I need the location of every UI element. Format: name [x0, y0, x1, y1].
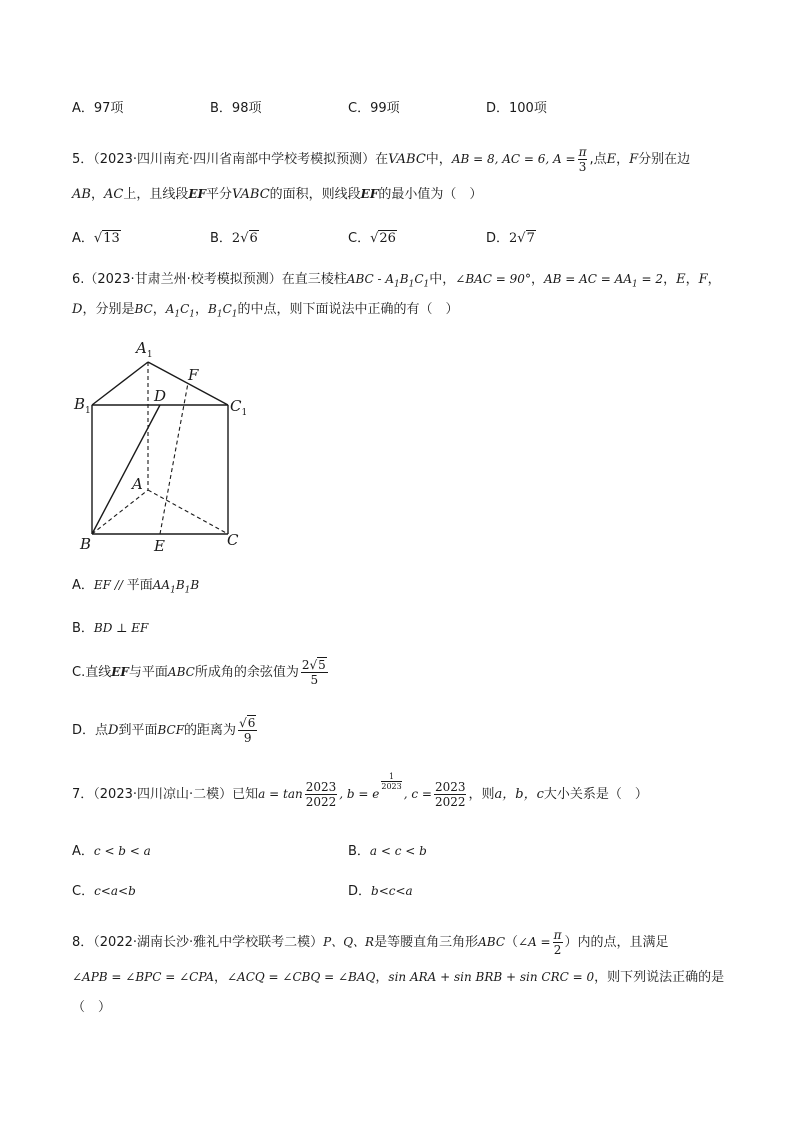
q6-text: ， — [663, 272, 677, 287]
q6-seg-a1c1: $A_1C_1$ — [165, 302, 196, 320]
option-math: BCF — [157, 723, 185, 737]
q6-text: ， — [152, 302, 166, 317]
q5-triangle: VABC — [388, 152, 426, 167]
segment-bd — [92, 405, 160, 534]
option-label: C． — [72, 884, 95, 899]
option-label: B． — [210, 231, 232, 246]
q8-line1 — [72, 928, 669, 957]
option-math: D — [108, 723, 119, 738]
q8-text: 是等腰直角三角形 — [374, 935, 479, 950]
q7-b-eq: , b = e — [339, 787, 380, 801]
q6-text: ， — [707, 272, 721, 287]
q5-side-ab: AB — [72, 187, 91, 202]
option-text: 的距离为 — [184, 723, 237, 738]
q6-option-c — [72, 658, 330, 687]
q5-text: 在 — [375, 152, 389, 167]
label-a: A — [132, 475, 143, 493]
option-math: c<a<b — [94, 884, 136, 898]
q7-text: 大小关系是（ ） — [543, 787, 648, 802]
q5-triangle: VABC — [232, 187, 270, 202]
q6-source: （2023·甘肃兰州·校考模拟预测） — [84, 272, 282, 287]
q7-a-eq: a = tan — [258, 787, 303, 801]
label-b1: $B_1$ — [74, 395, 91, 416]
option-label: C. — [72, 665, 86, 680]
label-d: D — [154, 387, 167, 405]
option-math: c < b < a — [93, 844, 151, 858]
q6-option-b — [72, 617, 148, 636]
q6-point-f: F — [698, 272, 708, 287]
q6-seg-bc: BC — [134, 302, 153, 316]
q5-text: 中， — [425, 152, 452, 167]
q5-source: （2023·四川南充·四川省南部中学校考模拟预测） — [93, 152, 376, 167]
q7-frac-c: $\frac{2023}{2022}$ — [434, 780, 466, 809]
option-label: A． — [72, 231, 94, 246]
q5-side-ac: AC — [103, 187, 124, 202]
q5-option-c — [348, 227, 397, 246]
q5-option-d — [486, 227, 536, 246]
q5-text: 平分 — [206, 187, 233, 202]
q6-point-d: D — [72, 302, 83, 317]
q5-angle-fraction: $\frac{\pi}{3}$ — [578, 145, 587, 174]
q4-option-a: A．97项 — [72, 101, 124, 116]
q7-text: 已知 — [232, 787, 259, 802]
q6-text: 中， — [429, 272, 456, 287]
q8-angles-p: ∠APB = ∠BPC = ∠CPA — [72, 970, 214, 984]
q7-option-d — [348, 880, 413, 899]
q7-exponent: $\frac{1}{2023}$ — [381, 772, 402, 791]
q7-option-c — [72, 880, 136, 899]
q6-lengths: AB = AC = $AA_1 = 2$ — [543, 272, 664, 290]
option-math: ABC — [167, 665, 195, 679]
label-e: E — [154, 537, 165, 555]
q8-number: 8． — [72, 935, 94, 950]
q8-source: （2022·湖南长沙·雅礼中学校联考二模） — [93, 935, 324, 950]
q8-line3: （ ） — [72, 1000, 112, 1015]
label-b: B — [80, 535, 92, 553]
q8-points: P、Q、R — [323, 935, 375, 949]
q5-segment-ef: EF — [188, 187, 206, 201]
q5-number: 5． — [72, 152, 94, 167]
fraction-sqrt6-over-9: $\frac{√6}{9}$ — [239, 716, 256, 745]
q6-text: 在直三棱柱 — [281, 272, 347, 287]
q6-angle: ∠BAC = 90° — [455, 272, 531, 286]
sqrt-26: √26 — [370, 231, 396, 246]
option-label: D． — [348, 884, 372, 899]
option-math: b<c<a — [371, 884, 413, 898]
q6-point-e: E — [676, 272, 686, 287]
option-text: 点 — [95, 723, 109, 738]
option-label: A． — [72, 578, 94, 593]
q5-text: 的面积，则线段 — [269, 187, 361, 202]
q5-text: ， — [616, 152, 630, 167]
edge-ac-hidden — [148, 490, 228, 534]
q8-vector-eq: sin ARA + sin BRB + sin CRC = 0 — [388, 970, 595, 984]
q7-option-a — [72, 840, 151, 859]
q7-frac-2023-2022: $\frac{2023}{2022}$ — [305, 780, 337, 809]
option-label: D． — [486, 231, 510, 246]
plane-aa1b1b: $AA_1B_1B$ — [152, 578, 200, 596]
q6-option-a — [72, 574, 199, 595]
option-label: D． — [72, 723, 96, 738]
q6-text: ， — [195, 302, 209, 317]
q6-text: 的中点，则下面说法中正确的有（ ） — [237, 302, 459, 317]
q8-angle-fraction: $\frac{\pi}{2}$ — [553, 928, 562, 957]
q5-line1 — [72, 145, 690, 174]
q6-prism-figure — [70, 335, 260, 560]
fraction-2sqrt5-over-5: $\frac{2√5}{5}$ — [301, 658, 326, 687]
q5-text: 上，且线段 — [123, 187, 189, 202]
option-label: B． — [72, 621, 94, 636]
option-math: BD ⊥ EF — [93, 621, 149, 635]
label-c: C — [227, 531, 239, 549]
q5-option-b — [210, 227, 259, 246]
q8-triangle: ABC — [478, 935, 505, 949]
option-label: A． — [72, 844, 94, 859]
q5-line2 — [72, 183, 482, 202]
q6-prism: ABC - $A_1B_1C_1$ — [346, 272, 430, 290]
option-text: 所成角的余弦值为 — [194, 665, 299, 680]
q5-given: AB = 8, AC = 6, A = — [451, 152, 576, 166]
option-math: a < c < b — [369, 844, 427, 858]
q8-angles-q: ∠ACQ = ∠CBQ = ∠BAQ — [227, 970, 376, 984]
q4-option-d: D．100项 — [486, 101, 547, 116]
q7-source: （2023·四川凉山·二模） — [93, 787, 233, 802]
option-label: B． — [348, 844, 370, 859]
q8-line2 — [72, 966, 724, 985]
option-text: 直线 — [85, 665, 112, 680]
label-f: F — [188, 366, 199, 384]
q6-option-d — [72, 716, 259, 745]
q5-text: 分别在边 — [638, 152, 691, 167]
q8-text: （ — [505, 935, 519, 950]
option-text: 到平面 — [118, 723, 158, 738]
option-label: C． — [348, 231, 371, 246]
q5-text: 的最小值为（ ） — [378, 187, 483, 202]
q5-text: ， — [90, 187, 104, 202]
q6-line1 — [72, 268, 721, 289]
sqrt-7: 2√7 — [509, 231, 535, 246]
edge-b1a1 — [92, 362, 148, 405]
option-text: 与平面 — [128, 665, 168, 680]
option-text: 平面 — [126, 578, 153, 593]
q4-option-b: B．98项 — [210, 101, 262, 116]
sqrt-6: 2√6 — [231, 231, 258, 246]
q5-text: ,点 — [589, 152, 607, 167]
q8-text: ， — [213, 970, 227, 985]
q8-text: ，则下列说法正确的是 — [594, 970, 725, 985]
q7-line1 — [72, 772, 648, 809]
q8-angle: ∠A = — [518, 935, 551, 949]
q6-seg-b1c1: $B_1C_1$ — [208, 302, 238, 320]
q7-c-eq: , c = — [403, 787, 432, 801]
q6-line2 — [72, 298, 459, 319]
q7-option-b — [348, 840, 427, 859]
q6-text: ， — [530, 272, 544, 287]
q8-text: ）内的点，且满足 — [564, 935, 669, 950]
label-c1: $C_1$ — [230, 397, 248, 418]
q7-number: 7． — [72, 787, 94, 802]
q6-text: ， — [685, 272, 699, 287]
q6-number: 6. — [72, 272, 85, 287]
q6-text: ，分别是 — [82, 302, 135, 317]
q7-vars: a，b，c — [494, 787, 544, 802]
option-math: EF — [111, 665, 129, 679]
q5-point-f: F — [629, 152, 639, 167]
sqrt-13: √13 — [93, 231, 120, 246]
q7-text: ，则 — [468, 787, 495, 802]
q4-option-c: C．99项 — [348, 101, 400, 116]
q5-point-e: E — [606, 152, 617, 167]
label-a1: $A_1$ — [136, 339, 153, 360]
edge-ab-hidden — [92, 490, 148, 534]
q8-text: ， — [375, 970, 389, 985]
q5-option-a — [72, 227, 121, 246]
option-math: EF // — [93, 578, 127, 592]
q5-segment-ef: EF — [360, 187, 379, 201]
